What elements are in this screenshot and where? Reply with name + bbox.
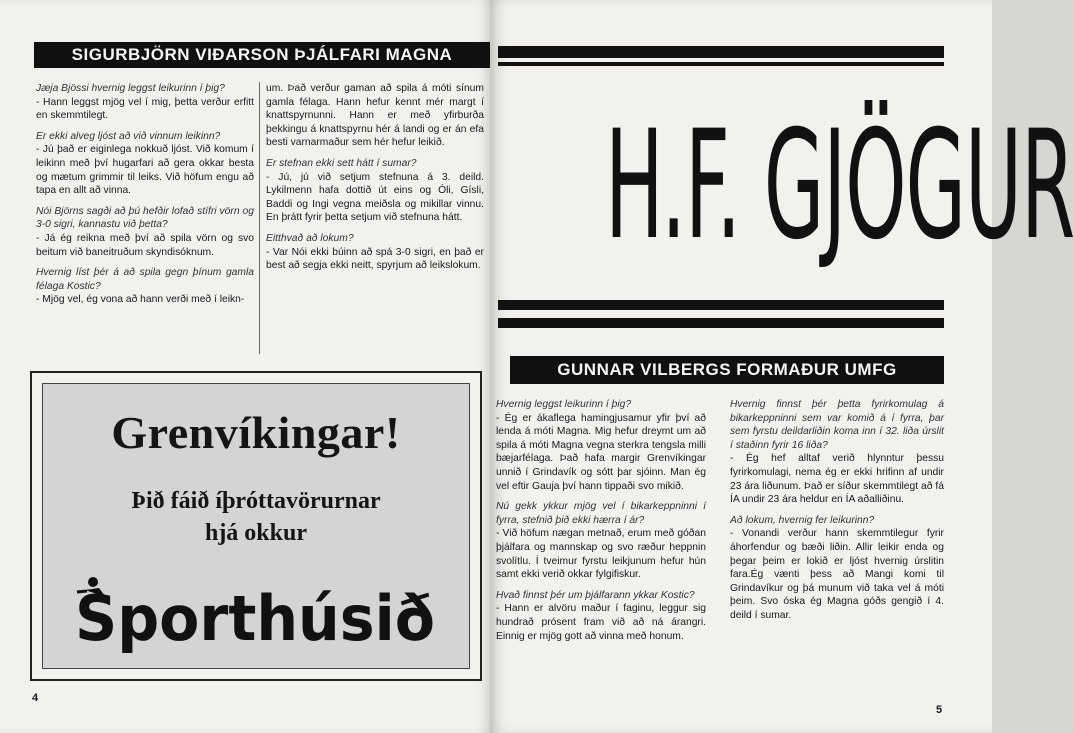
answer: - Hann leggst mjög vel í mig, þetta verður erfitt en skemmtilegt. [36,96,254,122]
answer: - Hann er alvöru maður í faginu, leggur sig hundrað prósent fram við að ná árangri. Einnig er mjög gott að vinna með honum. [496,603,706,642]
qa-block [496,589,706,643]
advertisement-panel [42,383,470,669]
column-divider [259,82,260,354]
qa-block [266,82,484,150]
answer: - Jú, jú við setjum stefnuna á 3. deild. Lykilmenn hafa dottið út eins og Óli, Gísli, Baddi og Ingi vegna meiðsla og mikillar vinnu. En þrátt fyrir þetta setjum við stefnuna hátt. [266,171,484,224]
sporthusid-logo [71,572,441,655]
qa-block [36,205,254,259]
answer: um. Það verður gaman að spila á móti sínum gamla félaga. Hann hefur kennt mér margt í knattspyrnunni. Hann er með yfirburða þekkingu á knattspyrnu hér á landi og er án efa besti varnarmaður sem hér hefur leikið. [266,83,484,149]
answer: - Já ég reikna með því að spila vörn og svo beitum við baneitruðum skyndisóknum. [36,232,254,258]
company-banner-title: H.F. GJÖGUR [605,99,1074,273]
qa-block [730,398,944,507]
question: Hvað finnst þér um þjálfarann ykkar Kostic? [496,589,695,601]
logo-wordmark: Sporthúsið [75,582,435,655]
ad-line-2: hjá okkur [204,520,308,546]
question: Hvernig líst þér á að spila gegn þínum gamla félaga Kostic? [36,267,254,292]
question: Nú gekk ykkur mjög vel í bikarkeppninni í fyrra, stefnið þið ekki hærra í ár? [496,501,706,526]
right-page [490,0,1074,733]
question: Eitthvað að lokum? [266,232,354,244]
article-column-2 [266,82,484,280]
interview-headline-right: GUNNAR VILBERGS FORMAÐUR UMFG [510,356,944,384]
answer: - Vonandi verður hann skemmtilegur fyrir áhorfendur og bæði liðin. Allir leikir enda og þegar þeim er lokið er ljóst hvernig úrslitin fara.Ég vænti þess að Mangi komi til Grindavíkur og þá munum við taka vel á móti þeim. Svo óska ég Magna góðs gengið í 4. deild í sumar. [730,528,944,621]
qa-block [730,514,944,623]
answer: - Var Nói ekki búinn að spá 3-0 sigri, en það er best að segja ekki neitt, spyrjum að leikslokum. [266,246,484,272]
answer: - Ég hef alltaf verið hlynntur þessu fyrirkomulagi, nema ég er ekki hrifinn af undir 23 ára liðunum. Það er síður skemmtilegt að fá ÍA undir 23 ára heldur en ÍA aðalliðinu. [730,453,944,506]
qa-block [266,157,484,225]
article-column-2 [730,398,944,630]
answer: - Ég er ákaflega hamingjusamur yfir því að lenda á móti Magna. Mig hefur dreymt um að spila á móti Magna vegna sterkra tengsla milli bæjarfélaga. Það hafa margir Grenvíkingar unnið í Grindavík og sótt þar sjóinn. Man ég vel eftir Gauja því hann tippaði svo mikið. [496,412,706,492]
answer: - Mjög vel, ég vona að hann verði með í leikn- [36,294,245,306]
question: Er ekki alveg ljóst að við vinnum leikinn? [36,130,221,142]
interview-headline-left: SIGURBJÖRN VIÐARSON ÞJÁLFARI MAGNA [34,42,490,68]
article-column-1 [36,82,254,314]
banner-rule-bottom-1 [498,300,944,310]
ad-line-1: Þið fáið íþróttavörurnar [131,488,381,514]
ad-title: Grenvíkingar! [111,407,401,458]
qa-block [36,130,254,198]
qa-block [496,398,706,493]
banner-rule-top [498,46,944,58]
banner-rule-top-thin [498,62,944,66]
qa-block [36,266,254,307]
sporthusid-advertisement [30,371,482,681]
question: Hvernig leggst leikurinn í þig? [496,399,632,410]
question: Að lokum, hvernig fer leikurinn? [730,514,875,526]
page-number: 5 [936,704,943,716]
left-page [0,0,490,733]
question: Er stefnan ekki sett hátt í sumar? [266,157,417,169]
article-column-1 [496,398,706,650]
answer: - Við höfum nægan metnað, erum með góðan þjálfara og mannskap og svo ræður heppnin svolítlu. Í tveimur fyrstu leikjunum hefur hún samt ekki verið okkar fylgifiskur. [496,528,706,581]
question: Nói Björns sagði að þú hefðir lofað stífri vörn og 3-0 sigri, kannastu við þetta? [36,205,254,231]
banner-rule-bottom-2 [498,318,944,328]
page-number: 4 [32,692,39,704]
qa-block [496,500,706,582]
question: Jæja Bjössi hvernig leggst leikurinn í þig? [36,83,225,94]
qa-block [36,82,254,123]
question: Hvernig finnst þér þetta fyrirkomulag á bikarkeppninni sem var komið á í fyrra, þar sem fyrstu deildarliðin koma inn í 32. liða úrslit í staðinn fyrir 16 liða? [730,399,944,451]
answer: - Jú það er eiginlega nokkuð ljóst. Við komum í leikinn með því hugarfari að gera okkar besta og mætum grimmir til leiks. Við höfum engu að tapa en allt að vinna. [36,144,254,197]
qa-block [266,232,484,273]
